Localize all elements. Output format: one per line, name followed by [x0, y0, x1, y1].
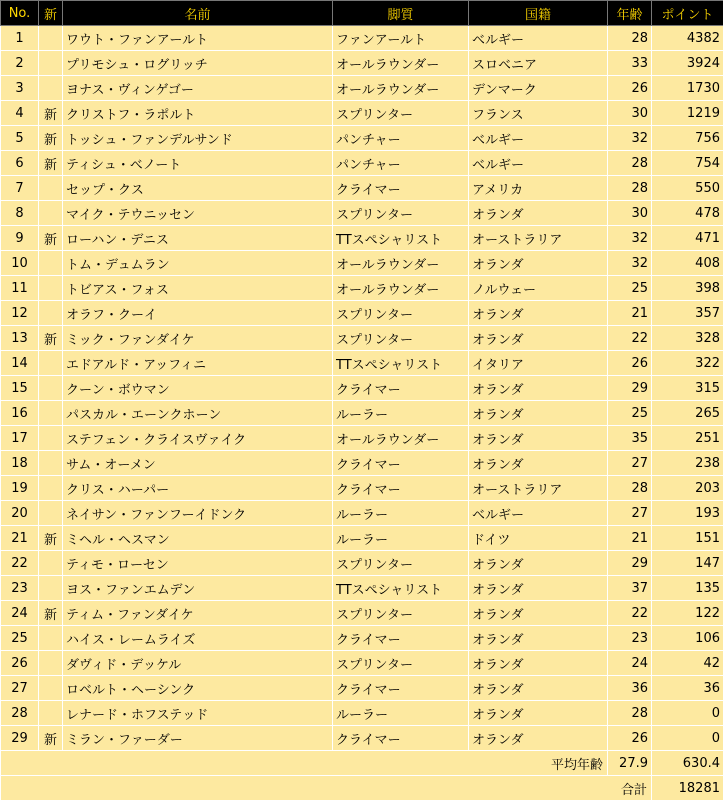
- cell-points: 4382: [652, 26, 723, 51]
- cell-type: クライマー: [333, 451, 469, 476]
- cell-nationality: オランダ: [469, 251, 608, 276]
- cell-name: トビアス・フォス: [63, 276, 333, 301]
- cell-age: 24: [608, 651, 652, 676]
- cell-nationality: オランダ: [469, 726, 608, 751]
- table-row: [1, 626, 723, 651]
- cell-no: 21: [1, 526, 39, 551]
- cell-new: 新: [39, 526, 63, 551]
- cell-type: クライマー: [333, 676, 469, 701]
- cell-new: [39, 51, 63, 76]
- cell-points: 478: [652, 201, 723, 226]
- cell-name: エドアルド・アッフィニ: [63, 351, 333, 376]
- cell-type: オールラウンダー: [333, 276, 469, 301]
- cell-age: 28: [608, 151, 652, 176]
- average-row: [1, 751, 723, 776]
- cell-name: パスカル・エーンクホーン: [63, 401, 333, 426]
- cell-no: 15: [1, 376, 39, 401]
- cell-points: 328: [652, 326, 723, 351]
- header-nationality: 国籍: [469, 1, 608, 26]
- cell-name: プリモシュ・ログリッチ: [63, 51, 333, 76]
- cell-age: 25: [608, 401, 652, 426]
- cell-type: スプリンター: [333, 301, 469, 326]
- cell-age: 27: [608, 501, 652, 526]
- table-row: [1, 426, 723, 451]
- cell-nationality: オランダ: [469, 301, 608, 326]
- cell-points: 357: [652, 301, 723, 326]
- table-row: [1, 126, 723, 151]
- cell-nationality: アメリカ: [469, 176, 608, 201]
- cell-points: 471: [652, 226, 723, 251]
- table-row: [1, 651, 723, 676]
- table-row: [1, 601, 723, 626]
- cell-points: 756: [652, 126, 723, 151]
- cell-new: [39, 626, 63, 651]
- cell-nationality: オランダ: [469, 576, 608, 601]
- cell-type: クライマー: [333, 726, 469, 751]
- cell-nationality: オランダ: [469, 201, 608, 226]
- cell-nationality: ノルウェー: [469, 276, 608, 301]
- table-row: [1, 401, 723, 426]
- cell-no: 8: [1, 201, 39, 226]
- cell-no: 16: [1, 401, 39, 426]
- cell-new: [39, 551, 63, 576]
- cell-type: スプリンター: [333, 101, 469, 126]
- cell-new: [39, 201, 63, 226]
- cell-points: 147: [652, 551, 723, 576]
- cell-new: [39, 376, 63, 401]
- cell-age: 28: [608, 476, 652, 501]
- cell-nationality: オランダ: [469, 601, 608, 626]
- cell-age: 28: [608, 26, 652, 51]
- cell-type: パンチャー: [333, 151, 469, 176]
- cell-age: 21: [608, 526, 652, 551]
- cell-new: [39, 676, 63, 701]
- cell-name: ミック・ファンダイケ: [63, 326, 333, 351]
- cell-nationality: デンマーク: [469, 76, 608, 101]
- cell-name: ダヴィド・デッケル: [63, 651, 333, 676]
- cell-new: 新: [39, 151, 63, 176]
- table-row: [1, 201, 723, 226]
- cell-new: 新: [39, 601, 63, 626]
- cell-name: オラフ・クーイ: [63, 301, 333, 326]
- header-new: 新: [39, 1, 63, 26]
- cell-name: ローハン・デニス: [63, 226, 333, 251]
- cell-no: 6: [1, 151, 39, 176]
- table-row: [1, 476, 723, 501]
- cell-name: ミヘル・ヘスマン: [63, 526, 333, 551]
- cell-no: 25: [1, 626, 39, 651]
- cell-new: 新: [39, 126, 63, 151]
- cell-nationality: イタリア: [469, 351, 608, 376]
- header-age: 年齢: [608, 1, 652, 26]
- cell-nationality: オランダ: [469, 551, 608, 576]
- cell-name: ハイス・レームライズ: [63, 626, 333, 651]
- cell-nationality: オランダ: [469, 426, 608, 451]
- cell-name: サム・オーメン: [63, 451, 333, 476]
- cell-no: 29: [1, 726, 39, 751]
- table-row: [1, 526, 723, 551]
- cell-no: 20: [1, 501, 39, 526]
- cell-no: 23: [1, 576, 39, 601]
- cell-new: 新: [39, 726, 63, 751]
- table-row: [1, 726, 723, 751]
- cell-age: 30: [608, 101, 652, 126]
- cell-age: 26: [608, 351, 652, 376]
- cell-points: 238: [652, 451, 723, 476]
- cell-name: ネイサン・ファンフーイドンク: [63, 501, 333, 526]
- average-label: 平均年齢: [1, 751, 608, 776]
- cell-name: マイク・テウニッセン: [63, 201, 333, 226]
- cell-points: 203: [652, 476, 723, 501]
- cell-points: 151: [652, 526, 723, 551]
- cell-no: 7: [1, 176, 39, 201]
- cell-name: ロベルト・ヘーシンク: [63, 676, 333, 701]
- cell-age: 25: [608, 276, 652, 301]
- cell-type: ファンアールト: [333, 26, 469, 51]
- cell-points: 193: [652, 501, 723, 526]
- table-row: [1, 451, 723, 476]
- cell-age: 37: [608, 576, 652, 601]
- cell-no: 11: [1, 276, 39, 301]
- total-label: 合計: [1, 776, 652, 801]
- cell-points: 1219: [652, 101, 723, 126]
- table-row: [1, 676, 723, 701]
- cell-new: [39, 651, 63, 676]
- cell-new: [39, 476, 63, 501]
- cell-no: 14: [1, 351, 39, 376]
- cell-new: [39, 576, 63, 601]
- cell-points: 550: [652, 176, 723, 201]
- cell-type: クライマー: [333, 476, 469, 501]
- cell-nationality: ベルギー: [469, 151, 608, 176]
- table-row: [1, 101, 723, 126]
- cell-age: 32: [608, 226, 652, 251]
- cell-name: ティシュ・ベノート: [63, 151, 333, 176]
- header-points: ポイント: [652, 1, 723, 26]
- cell-age: 30: [608, 201, 652, 226]
- cell-new: 新: [39, 101, 63, 126]
- cell-name: ワウト・ファンアールト: [63, 26, 333, 51]
- cell-no: 4: [1, 101, 39, 126]
- cell-no: 12: [1, 301, 39, 326]
- average-points: 630.4: [652, 751, 723, 776]
- cell-no: 2: [1, 51, 39, 76]
- cell-no: 9: [1, 226, 39, 251]
- cell-no: 26: [1, 651, 39, 676]
- cell-name: トッシュ・ファンデルサンド: [63, 126, 333, 151]
- cell-points: 3924: [652, 51, 723, 76]
- cell-type: スプリンター: [333, 651, 469, 676]
- cell-age: 27: [608, 451, 652, 476]
- cell-nationality: オランダ: [469, 376, 608, 401]
- cell-age: 22: [608, 601, 652, 626]
- cell-points: 322: [652, 351, 723, 376]
- cell-no: 1: [1, 26, 39, 51]
- cell-type: ルーラー: [333, 701, 469, 726]
- table-row: [1, 26, 723, 51]
- average-age: 27.9: [608, 751, 652, 776]
- cell-nationality: ベルギー: [469, 26, 608, 51]
- cell-points: 36: [652, 676, 723, 701]
- cell-no: 19: [1, 476, 39, 501]
- table-row: [1, 251, 723, 276]
- cell-age: 36: [608, 676, 652, 701]
- cell-points: 0: [652, 701, 723, 726]
- cell-type: TTスペシャリスト: [333, 351, 469, 376]
- cell-no: 10: [1, 251, 39, 276]
- cell-age: 28: [608, 701, 652, 726]
- cell-no: 5: [1, 126, 39, 151]
- cell-name: ヨナス・ヴィンゲゴー: [63, 76, 333, 101]
- cell-no: 24: [1, 601, 39, 626]
- cell-type: クライマー: [333, 376, 469, 401]
- cell-points: 106: [652, 626, 723, 651]
- cell-age: 21: [608, 301, 652, 326]
- cell-points: 251: [652, 426, 723, 451]
- cell-new: [39, 176, 63, 201]
- cell-age: 26: [608, 76, 652, 101]
- cell-age: 33: [608, 51, 652, 76]
- cell-nationality: ドイツ: [469, 526, 608, 551]
- header-row: [1, 1, 723, 26]
- cell-type: ルーラー: [333, 526, 469, 551]
- cell-points: 315: [652, 376, 723, 401]
- cell-type: スプリンター: [333, 326, 469, 351]
- cell-new: [39, 276, 63, 301]
- table-row: [1, 576, 723, 601]
- cell-nationality: オランダ: [469, 651, 608, 676]
- cell-type: TTスペシャリスト: [333, 226, 469, 251]
- cell-age: 29: [608, 551, 652, 576]
- cell-age: 32: [608, 251, 652, 276]
- cell-nationality: オランダ: [469, 326, 608, 351]
- cell-nationality: オランダ: [469, 626, 608, 651]
- cell-points: 122: [652, 601, 723, 626]
- table-row: [1, 226, 723, 251]
- cell-age: 29: [608, 376, 652, 401]
- cell-points: 42: [652, 651, 723, 676]
- cell-new: [39, 26, 63, 51]
- cell-points: 265: [652, 401, 723, 426]
- table-row: [1, 276, 723, 301]
- cell-nationality: オランダ: [469, 451, 608, 476]
- table-row: [1, 351, 723, 376]
- cell-name: レナード・ホフステッド: [63, 701, 333, 726]
- cell-type: オールラウンダー: [333, 251, 469, 276]
- cell-nationality: ベルギー: [469, 501, 608, 526]
- cell-type: クライマー: [333, 626, 469, 651]
- cell-new: 新: [39, 326, 63, 351]
- cell-nationality: オランダ: [469, 401, 608, 426]
- cell-no: 17: [1, 426, 39, 451]
- cell-age: 35: [608, 426, 652, 451]
- cell-age: 28: [608, 176, 652, 201]
- cell-new: [39, 701, 63, 726]
- cell-new: [39, 351, 63, 376]
- table-row: [1, 176, 723, 201]
- cell-age: 23: [608, 626, 652, 651]
- cell-nationality: オーストラリア: [469, 226, 608, 251]
- cell-name: クーン・ボウマン: [63, 376, 333, 401]
- cell-new: [39, 426, 63, 451]
- table-row: [1, 326, 723, 351]
- cell-name: ティム・ファンダイケ: [63, 601, 333, 626]
- cell-nationality: オーストラリア: [469, 476, 608, 501]
- cell-new: [39, 76, 63, 101]
- cell-name: セップ・クス: [63, 176, 333, 201]
- header-name: 名前: [63, 1, 333, 26]
- cell-name: ティモ・ローセン: [63, 551, 333, 576]
- cell-points: 754: [652, 151, 723, 176]
- cell-type: パンチャー: [333, 126, 469, 151]
- cell-type: クライマー: [333, 176, 469, 201]
- cell-name: ミラン・ファーダー: [63, 726, 333, 751]
- table-row: [1, 151, 723, 176]
- cell-name: トム・デュムラン: [63, 251, 333, 276]
- cell-type: スプリンター: [333, 551, 469, 576]
- cell-type: スプリンター: [333, 601, 469, 626]
- cell-points: 408: [652, 251, 723, 276]
- table-row: [1, 701, 723, 726]
- cell-new: [39, 301, 63, 326]
- cell-new: 新: [39, 226, 63, 251]
- cell-name: ヨス・ファンエムデン: [63, 576, 333, 601]
- cell-new: [39, 451, 63, 476]
- cell-nationality: ベルギー: [469, 126, 608, 151]
- header-no: No.: [1, 1, 39, 26]
- cell-name: ステフェン・クライスヴァイク: [63, 426, 333, 451]
- cell-nationality: オランダ: [469, 701, 608, 726]
- cell-type: オールラウンダー: [333, 426, 469, 451]
- total-points: 18281: [652, 776, 723, 801]
- cell-nationality: フランス: [469, 101, 608, 126]
- cell-no: 18: [1, 451, 39, 476]
- cell-new: [39, 251, 63, 276]
- table-row: [1, 551, 723, 576]
- cell-type: オールラウンダー: [333, 76, 469, 101]
- total-row: [1, 776, 723, 801]
- cell-no: 28: [1, 701, 39, 726]
- cell-points: 0: [652, 726, 723, 751]
- cell-new: [39, 401, 63, 426]
- cell-type: ルーラー: [333, 401, 469, 426]
- table-row: [1, 76, 723, 101]
- table-row: [1, 301, 723, 326]
- cell-nationality: オランダ: [469, 676, 608, 701]
- cell-no: 3: [1, 76, 39, 101]
- cell-new: [39, 501, 63, 526]
- cell-no: 22: [1, 551, 39, 576]
- header-type: 脚質: [333, 1, 469, 26]
- cell-name: クリス・ハーパー: [63, 476, 333, 501]
- roster-body: [1, 26, 723, 751]
- cell-points: 135: [652, 576, 723, 601]
- cell-age: 26: [608, 726, 652, 751]
- cell-name: クリストフ・ラポルト: [63, 101, 333, 126]
- table-row: [1, 376, 723, 401]
- cell-age: 22: [608, 326, 652, 351]
- table-row: [1, 501, 723, 526]
- cell-type: ルーラー: [333, 501, 469, 526]
- cell-type: オールラウンダー: [333, 51, 469, 76]
- cell-nationality: スロベニア: [469, 51, 608, 76]
- cell-no: 13: [1, 326, 39, 351]
- cell-points: 398: [652, 276, 723, 301]
- cell-no: 27: [1, 676, 39, 701]
- cell-points: 1730: [652, 76, 723, 101]
- cell-age: 32: [608, 126, 652, 151]
- cell-type: TTスペシャリスト: [333, 576, 469, 601]
- cell-type: スプリンター: [333, 201, 469, 226]
- table-row: [1, 51, 723, 76]
